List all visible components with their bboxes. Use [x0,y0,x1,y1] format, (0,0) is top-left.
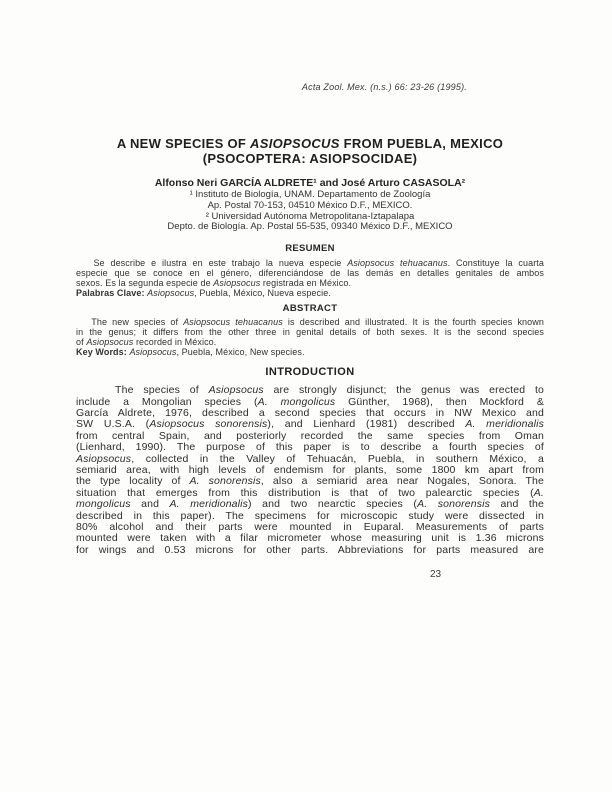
text-segment: Asiopsocus [86,337,134,348]
authors-line: Alfonso Neri GARCÍA ALDRETE¹ and José Arturo CASASOLA² [154,177,466,189]
resumen-heading: RESUMEN [285,243,335,255]
text-segment: in the genus; it differs from the other three in genital details of both sexes. It is the second species [76,327,544,338]
text-segment: A. sonorensis [417,498,491,511]
text-line [76,545,544,556]
text-segment: A. meridionalis [169,498,249,511]
text-segment: García Aldrete, 1976, described a second species that occurs in NW Mexico and [76,407,544,419]
text-segment: A. sonorensis [189,475,261,488]
text-segment: and [130,498,170,511]
abstract-heading: ABSTRACT [282,303,338,315]
paper-title [76,136,544,166]
introduction-text [76,385,544,556]
text-segment: ASIOPSOCUS [250,136,340,151]
title-line-1 [76,136,544,151]
affiliation-line: Depto. de Biología. Ap. Postal 55-535, 09340 México D.F., MEXICO [167,221,453,233]
affiliation-line: ¹ Instituto de Biología, UNAM. Departamento de Zoología [189,189,431,200]
affiliation-line: ² Universidad Autónoma Metropolitana-Iztapalapa [205,210,415,222]
text-segment: ) and two nearctic species ( [248,498,418,511]
text-segment: Asiopsocus sonorensis [149,418,268,431]
text-segment: situation that emerges from this distribution is that of two palearctic species ( [76,486,534,499]
text-segment: are strongly disjunct; the genus was erected to [263,384,545,397]
text-segment: Asiopsocus [208,384,264,397]
text-segment: , also a semiarid area near Nogales, Sonora. The [260,475,544,488]
text-segment: sexos. Es la segunda especie de [76,278,214,289]
content-column [76,136,544,556]
text-segment: Asiopsocus [129,347,177,358]
text-segment: Se describe e ilustra en este trabajo la nueva especie [76,258,348,269]
affiliation-line: Ap. Postal 70-153, 04510 México D.F., MEXICO. [207,199,413,211]
text-segment: include a Mongolian species ( [76,395,258,408]
journal-header: Acta Zool. Mex. (n.s.) 66: 23-26 (1995). [301,82,467,92]
text-line [76,288,544,298]
text-segment: and the [490,498,544,511]
text-segment: Asiopsocus [213,278,261,289]
text-segment: mongolicus [76,498,131,511]
text-segment: mounted were taken with a filar micrometer whose measuring unit is 1.36 microns [76,532,544,545]
text-line [76,317,544,327]
text-line [76,347,544,357]
text-segment: is described and illustrated. It is the fourth species known [282,317,544,328]
text-segment: A NEW SPECIES OF [116,136,251,151]
text-segment: (Lienhard, 1990). The purpose of this paper is to describe a fourth species of [76,441,544,454]
affiliations [76,190,544,233]
text-line [76,337,544,347]
text-segment: especie que se conoce en el género, diferenciándose de las demás en detalles genitales de ambos [76,268,544,279]
text-segment: 80% alcohol and their parts were mounted in Euparal. Measurements of parts [76,521,544,534]
text-segment: the type locality of [76,475,190,488]
text-segment: The new species of [76,317,184,328]
title-line-2: (PSOCOPTERA: ASIOPSOCIDAE) [202,151,418,166]
text-line [76,327,544,337]
text-segment: The species of [76,384,209,397]
text-segment: described in this paper). The specimens for microscopic study were dissected in [76,509,544,522]
text-segment: Palabras Clave: [76,288,148,299]
text-segment: SW U.S.A. ( [76,418,150,431]
text-segment: of [76,337,87,348]
text-segment: Asiopsocus tehuacanus [183,317,283,328]
text-segment: A. mongolicus [257,395,336,408]
text-line [76,278,544,288]
abstract-text [76,317,544,357]
text-segment: , Puebla, México, New species. [176,347,305,358]
resumen-text [76,258,544,298]
text-segment: A. [533,486,544,499]
text-segment: Asiopsocus [76,452,132,465]
text-line [76,258,544,268]
introduction-heading: INTRODUCTION [265,366,355,379]
page-number: 23 [430,569,442,580]
text-segment: , Puebla, México, Nueva especie. [194,288,331,299]
text-segment: semiarid area, with high levels of endemism for plants, some 1800 km apart from [76,464,544,477]
text-segment: . Constituye la cuarta [447,258,544,269]
text-segment: recorded in México. [133,337,217,348]
text-segment: for wings and 0.53 microns for other parts. Abbreviations for parts measured are [76,543,544,556]
text-segment: Günther, 1968), then Mockford & [335,395,544,408]
text-line [76,268,544,278]
text-segment: FROM PUEBLA, MEXICO [339,136,504,151]
text-segment: A. meridionalis [465,418,544,431]
text-segment: Key Words: [76,347,130,358]
text-segment: from central Spain, and posteriorly recorded the same species from Oman [76,429,544,442]
text-segment: registrada en México. [260,278,352,289]
text-segment: Asiopsocus tehuacanus [347,258,448,269]
text-segment: ), and Lienhard (1981) described [267,418,466,431]
text-segment: , collected in the Valley of Tehuacán, Puebla, in southern México, a [131,452,544,465]
text-segment: Asiopsocus [147,288,195,299]
